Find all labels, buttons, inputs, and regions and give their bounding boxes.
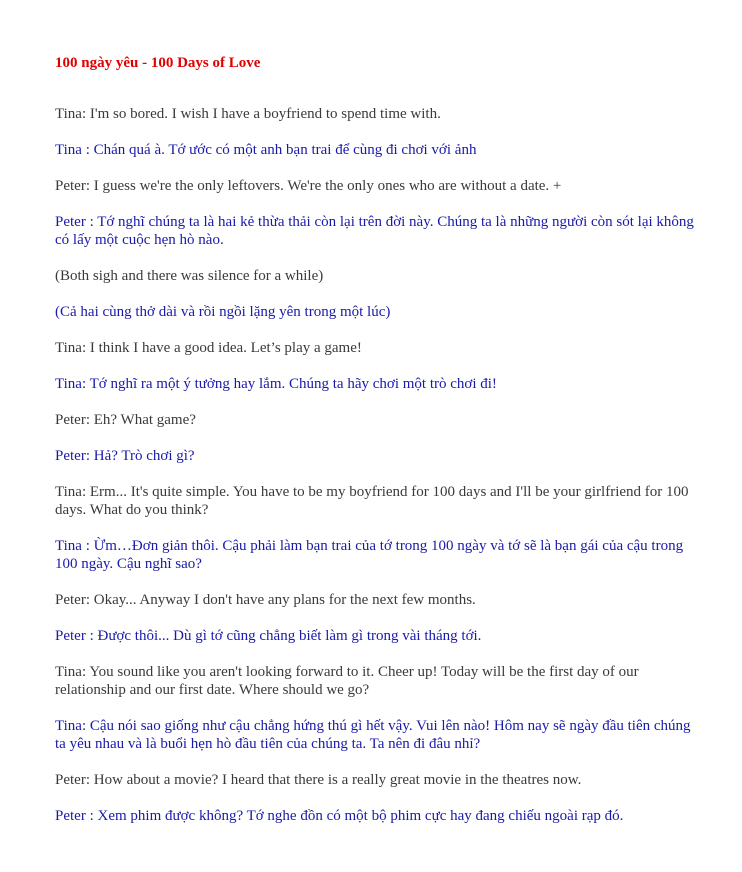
dialogue-line-en: Peter: Okay... Anyway I don't have any plans for the next few months.: [55, 592, 476, 608]
dialogue-line-vi: Peter: Hả? Trò chơi gì?: [55, 448, 195, 464]
dialogue-line-vi: Peter : Tớ nghĩ chúng ta là hai kẻ thừa thải còn lại trên đời này. Chúng ta là những người còn sót lại không có lấy một cuộc hẹn hò nào.: [55, 214, 694, 248]
dialogue-line-en: Tina: You sound like you aren't looking forward to it. Cheer up! Today will be the first day of our relationship and our first date. Where should we go?: [55, 664, 639, 698]
dialogue-line-en: Tina: Erm... It's quite simple. You have to be my boyfriend for 100 days and I'll be your girlfriend for 100 days. What do you think?: [55, 484, 689, 518]
dialogue-line-vi: Tina : Ừm…Đơn giản thôi. Cậu phải làm bạn trai của tớ trong 100 ngày và tớ sẽ là bạn gái của cậu trong 100 ngày. Cậu nghĩ sao?: [55, 538, 684, 572]
dialogue-line-vi: (Cả hai cùng thở dài và rồi ngồi lặng yên trong một lúc): [55, 304, 391, 320]
dialogue-line-en: Peter: How about a movie? I heard that there is a really great movie in the theatres now.: [55, 772, 582, 788]
dialogue-line-vi: Tina: Tớ nghĩ ra một ý tưởng hay lắm. Chúng ta hãy chơi một trò chơi đi!: [55, 376, 497, 392]
dialogue-line-en: Tina: I'm so bored. I wish I have a boyfriend to spend time with.: [55, 106, 441, 122]
dialogue-line-vi: Tina : Chán quá à. Tớ ước có một anh bạn trai để cùng đi chơi với ảnh: [55, 142, 477, 158]
dialogue-line-en: Peter: Eh? What game?: [55, 412, 196, 428]
dialogue-line-vi: Peter : Xem phim được không? Tớ nghe đồn có một bộ phim cực hay đang chiếu ngoài rạp đó.: [55, 808, 624, 824]
document-page: [55, 54, 695, 843]
dialogue-line-en: Tina: I think I have a good idea. Let’s play a game!: [55, 340, 362, 356]
dialogue-line-en: (Both sigh and there was silence for a while): [55, 268, 324, 284]
dialogue-line-vi: Tina: Cậu nói sao giống như cậu chẳng hứng thú gì hết vậy. Vui lên nào! Hôm nay sẽ ngày đầu tiên chúng ta yêu nhau và là buổi hẹn hò đầu tiên của chúng ta. Ta nên đi đâu nhỉ?: [55, 718, 691, 752]
document-title: 100 ngày yêu - 100 Days of Love: [55, 55, 261, 71]
dialogue-line-vi: Peter : Được thôi... Dù gì tớ cũng chẳng biết làm gì trong vài tháng tới.: [55, 628, 482, 644]
dialogue-line-en: Peter: I guess we're the only leftovers. We're the only ones who are without a date. +: [55, 178, 562, 194]
